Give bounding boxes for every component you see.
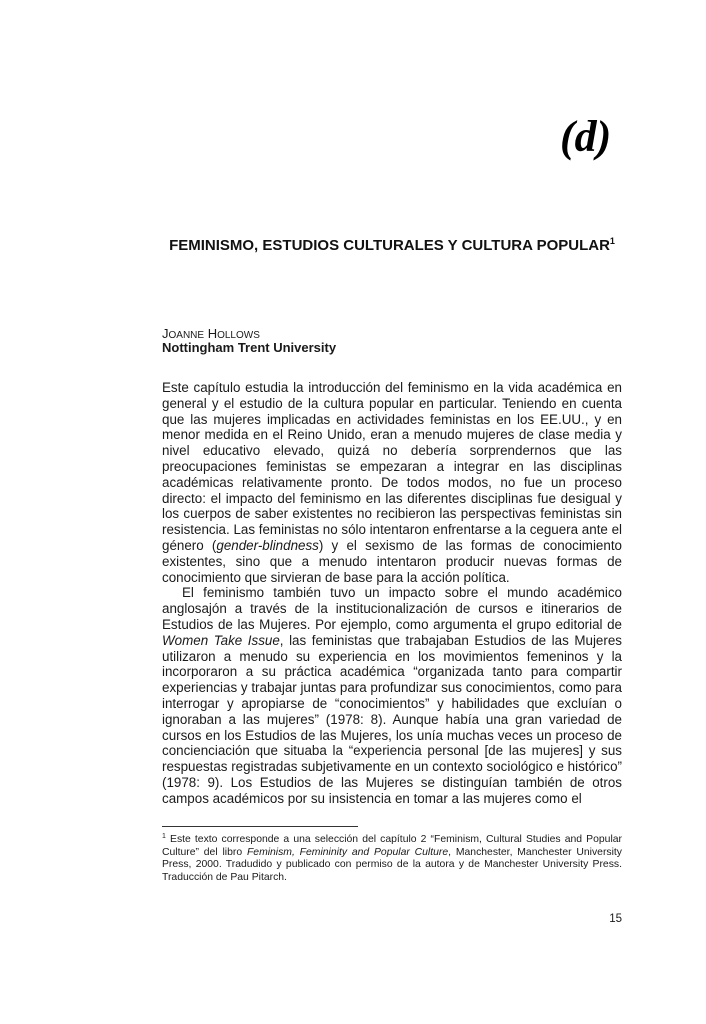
title-footnote-mark: 1 xyxy=(609,236,615,246)
paragraph-2-italic: Women Take Issue xyxy=(162,632,280,648)
author-first-rest: OANNE xyxy=(168,330,205,341)
paragraph-1-text-1: Este capítulo estudia la introducción del feminismo en la vida académica en general y el estudio de la cultura popular en particular. Teniendo en cuenta que las mujeres implicadas en actividades feministas en los EE.UU., y en menor medida en el Reino Unido, eran a menudo mujeres de clase media y nivel educativo elevado, quizá no debería sorprendernos que las preocupaciones feministas se empezaran a integrar en las disciplinas académicas relativamente pronto. De todos modos, no fue un proceso directo: el impacto del feminismo en las diferentes disciplinas fue desigual y los cuerpos de saber existentes no recibieron las perspectivas feministas sin resistencia. Las feministas no sólo intentaron enfrentarse a la ceguera ante el género ( xyxy=(162,380,623,553)
paragraph-1-text-2: ) y el sexismo de las formas de conocimiento existentes, sino que a menudo intentaron producir nuevas formas de conocimiento que sirvieran de base para la acción política. xyxy=(162,537,622,585)
chapter-title xyxy=(162,236,622,256)
paragraph-2-text-2: , las feministas que trabajaban Estudios de las Mujeres utilizaron a menudo su experiencia en los movimientos femeninos y la incorporaron a su práctica académica “organizada tanto para compartir experiencias y trabajar juntas para profundizar sus conocimientos, como para interrogar y apropiarse de “conocimientos” y habilidades que excluían o ignoraban a las mujeres” (1978: 8). Aunque había una gran variedad de cursos en los Estudios de las Mujeres, los unía muchas veces un proceso de concienciación que situaba la “experiencia personal [de las mujeres] y sus respuestas registradas subjetivamente en un contexto sociológico e histórico” (1978: 9). Los Estudios de las Mujeres se distinguían también de otros campos académicos por su insistencia en tomar a las mujeres como el xyxy=(162,632,622,806)
paragraph-1-italic: gender-blindness xyxy=(216,537,319,553)
section-letter: (d) xyxy=(560,112,612,161)
author-last-initial: H xyxy=(207,326,218,341)
paragraph-2-text-1: El feminismo también tuvo un impacto sobre el mundo académico anglosajón a través de la institucionalización de cursos e itinerarios de Estudios de las Mujeres. Por ejemplo, como argumenta el grupo editorial de xyxy=(162,585,622,632)
author-last-rest: OLLOWS xyxy=(217,330,260,341)
footnote-text-2: , Manchester, Manchester University Press, 2000. Tradudido y publicado con permiso de la autora y de Manchester University Press. Traducción de Pau Pitarch. xyxy=(162,846,622,883)
footnote xyxy=(162,834,622,884)
page-number: 15 xyxy=(609,913,622,925)
body-text xyxy=(162,380,622,807)
paragraph-1 xyxy=(162,380,622,585)
chapter-title-text: FEMINISMO, ESTUDIOS CULTURALES Y CULTURA POPULAR xyxy=(169,237,610,254)
footnote-divider xyxy=(162,826,358,827)
footnote-mark: 1 xyxy=(162,833,166,840)
author-affiliation: Nottingham Trent University xyxy=(162,340,337,355)
author-first-initial: J xyxy=(162,326,169,341)
paragraph-2 xyxy=(162,585,622,806)
footnote-italic: Feminism, Femininity and Popular Culture xyxy=(246,846,449,858)
footnote-text-1: Este texto corresponde a una selección del capítulo 2 “Feminism, Cultural Studies and Popular Culture” del libro xyxy=(162,834,622,858)
